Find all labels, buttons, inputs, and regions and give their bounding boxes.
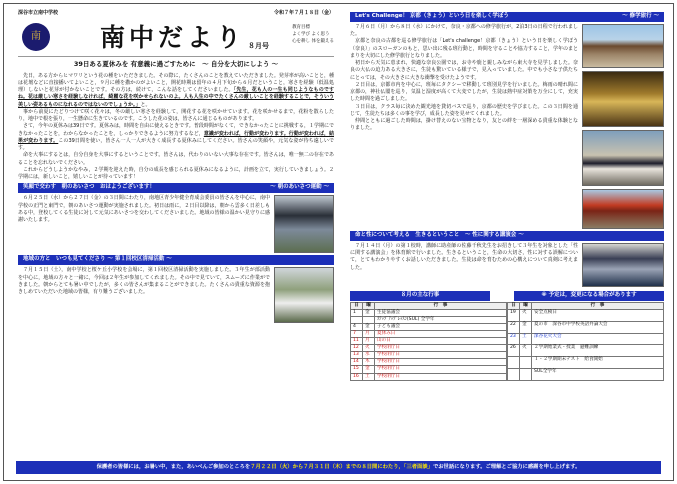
table-row	[351, 324, 507, 331]
cleanup-photo	[274, 267, 334, 323]
schedule-weekday: 土	[520, 333, 532, 345]
paragraph-text: 先日，ある方からヒマワリという花の種をいただきました。その際に，たくさんのことを教えていただきました。発芽率が高いことと，種は花壇などに直接播いてよいこと，９月に種を撒かのがよいこと，開花時期は留年の４月下旬から６月だということ，寒さを経験（低温処理）しないと花芽が付かないことです。その方は，続けて，こんな話をしてくださいました。	[18, 72, 334, 94]
table-row	[508, 333, 664, 345]
schedule-day: 26	[508, 345, 520, 357]
issue-date: 令和７年７月１８日（金）	[273, 10, 334, 16]
schedule-day	[508, 357, 520, 369]
trip-photos	[582, 24, 664, 229]
article-paragraph: 命を大事にするとは，自分自身を大事にするということです。皆さんは，代わりのいない大事な存在です。皆さんは，唯一無二の存在であることを忘れないでください。	[18, 152, 334, 166]
newsletter-page	[3, 3, 674, 481]
school-motto	[292, 25, 334, 45]
table-header: 日	[351, 302, 363, 309]
section-header-greeting	[18, 183, 334, 193]
lecture-photo	[582, 243, 664, 287]
schedule-weekday: 月	[363, 331, 375, 338]
table-header: 行 事	[532, 302, 664, 309]
schedule-event: SUL全学年	[532, 368, 664, 380]
schedule-event: 学校閉庁日	[375, 373, 507, 380]
schedule-weekday: 金	[520, 321, 532, 333]
trip-photo	[582, 189, 664, 229]
schedule-title: ８月の主な行事	[350, 291, 490, 301]
table-row	[351, 309, 507, 316]
emphasis-text: 「先生，花も人の一生も同じようなものですね。花は厳しい寒さを経験しなければ，綺麗な花を咲かせられないのよ。人も人生の中でたくさんの厳しいことを経験することで，そういう美しい姿あるものになれるのではないのでしょうか。」	[18, 87, 334, 108]
trip-section	[350, 24, 664, 229]
schedule-weekday	[520, 357, 532, 369]
article-paragraph: 仲間とともに過ごした時間は，掛け替えのない宝物となり，友との絆を一層深める貴重な体験となりました。	[350, 118, 578, 132]
section-header-trip	[350, 12, 664, 22]
school-emblem-icon: 南	[22, 23, 50, 51]
schedule-event: 学校閉庁日	[375, 345, 507, 352]
schedule-day: 15	[351, 366, 363, 373]
left-column	[18, 10, 334, 323]
schedule-table-left	[350, 302, 507, 381]
trip-photo	[582, 71, 664, 127]
lecture-text: ７月１４日（月）の第１校時，講師に助産師の佐藤千秋先生をお招きして３年生を対象とした「性に関する講演会」を体育館で行いました。生きるということ，生命の大切さ，性に対する誤解について，とてもわかりやすくお話しいただきました。生徒は命を育むための心構えについて真剣に考えました。	[350, 242, 578, 271]
article-paragraph	[18, 73, 334, 109]
table-row	[508, 345, 664, 357]
table-row	[508, 309, 664, 321]
lead-headline: 39日ある夏休みを 有意義に過ごすために ～ 自分を大切にしよう ～	[73, 60, 279, 69]
schedule-event: 夏休み日	[375, 331, 507, 338]
schedule-event: ｽﾃｯﾌﾟｱｯﾌﾟﾚｯｽﾝ(SUL) 全学年	[375, 317, 507, 324]
schedule-note: ※ 予定は，変更になる場合があります	[514, 291, 664, 301]
section-subtitle: ～ 修学旅行 ～	[622, 13, 659, 19]
article-paragraph: 事から前夏にたどりつけて咲く花々は，冬の厳しい寒さを経験して，開花する花を咲かせています。花を咲かせるまで，花粉を散らしたり，地中で根を張り，一生懸命に生きているのです。こうした花の姿は，皆さんに通じるものがあります。	[18, 108, 334, 123]
footer-banner	[16, 461, 661, 474]
header-topline	[18, 10, 334, 17]
paragraph-text: さて，今年の夏休みは39日です。夏休みは，時間を自由に使えるときです。普段時間がなくて，できなかったことに挑戦する，１学期にできなかったことを，わからなかったことを，しっかりできるように努力するなど，	[18, 123, 334, 137]
schedule	[350, 302, 664, 381]
table-row	[351, 317, 507, 324]
article-paragraph	[18, 123, 334, 152]
schedule-day: 4	[351, 324, 363, 331]
schedule-table-right	[507, 302, 664, 381]
schedule-day: 11	[351, 338, 363, 345]
article-paragraph: ３日目は，クラス毎に決めた観光地を貸切バスで巡り，京都の歴史を学びました。この３日間を通じて，生徒たちは多くの事を学び，成長した姿を見せてくれました。	[350, 103, 578, 117]
schedule-weekday: 土	[363, 373, 375, 380]
schedule-day: 16	[351, 373, 363, 380]
greeting-photo	[274, 195, 334, 253]
newsletter-title: 南中だより	[100, 23, 246, 53]
footer-text: 保護者の皆様には，お暑い中，また，あいべんご参加のところを	[96, 463, 251, 470]
table-header: 曜	[363, 302, 375, 309]
section-title: 笑顔で交わす 朝のあいさつ おはようございます！	[23, 184, 156, 191]
schedule-event: １・２学期期末テスト 給食開始	[532, 357, 664, 369]
footer-text: でお世話になります。ご理解とご協力に感謝を申し上げます。	[432, 463, 581, 470]
schedule-event: 学校閉庁日	[375, 359, 507, 366]
schedule-event: 生徒協議会	[375, 309, 507, 316]
paragraph-text: この39日間を使い，皆さん一人一人が大きく成長する夏休みにしてください。皆さんの笑顔や，元気な姿が待ち遠しいです。	[18, 137, 334, 152]
right-column	[350, 10, 664, 381]
schedule-weekday: 金	[363, 324, 375, 331]
cleanup-section	[18, 267, 334, 323]
schedule-weekday	[520, 368, 532, 380]
schedule-weekday: 金	[363, 309, 375, 316]
schedule-day	[508, 368, 520, 380]
section-subtitle: ～ 朝のあいさつ運動 ～	[270, 184, 329, 191]
table-row	[351, 373, 507, 380]
schedule-weekday: 火	[520, 309, 532, 321]
schedule-day: 12	[351, 345, 363, 352]
school-name: 深谷市立南中学校	[18, 10, 59, 16]
cleanup-text: ７月１５日（土），南中学校と桜ケ丘小学校を会場に，第１回校区清掃活動を実施しました。３年生が部活動を中心に，地域の方々と一緒に，今回は２年生が参加してくれました。その中で見ていて，スムーズに作業ができました。朝からとても暑い中でしたが，多くの皆さんが集まることができました。たくさんの貴重な資源を抱きしめていただいた地域の皆様，有り難うございました。	[18, 267, 270, 296]
schedule-event: ２学期始業式・授業 避難訓練	[532, 345, 664, 357]
schedule-day: 19	[508, 309, 520, 321]
masthead	[18, 19, 334, 57]
schedule-weekday: 木	[363, 359, 375, 366]
schedule-weekday: 金	[363, 366, 375, 373]
schedule-event: 深谷花火大会	[532, 333, 664, 345]
schedule-weekday: 火	[363, 345, 375, 352]
schedule-event: 夏の市 深谷市中学校英語弁論大会	[532, 321, 664, 333]
table-row	[351, 345, 507, 352]
greeting-section	[18, 195, 334, 253]
section-title: Let's Challenge！ 京都（きょう）という日を楽しく学ぼう	[355, 13, 509, 19]
table-header: 行 事	[375, 302, 507, 309]
paragraph-text: と。	[140, 101, 151, 108]
motto-line: よく学び よく思う	[292, 32, 330, 37]
article-paragraph: 初日から天気に恵まれ，快適な奈良公園では，お寺や鹿と親しみながら東大寺を見学しました。奈良の大仏の迫力ある大きさに，生徒も驚いている様子で，見入っていました。中でも小さな子供たちにとっては，その大きさに大きな衝撃を受けたようです。	[350, 60, 578, 81]
schedule-day: 7	[351, 331, 363, 338]
table-row	[508, 357, 664, 369]
motto-label: 教育目標	[292, 25, 311, 31]
table-row	[351, 366, 507, 373]
schedule-weekday: 月	[363, 338, 375, 345]
schedule-event: 安全点検日	[532, 309, 664, 321]
lecture-section	[350, 243, 664, 287]
schedule-event: 子ども議会	[375, 324, 507, 331]
schedule-day: 23	[508, 333, 520, 345]
issue-number: ８月号	[248, 42, 269, 51]
trip-photo	[582, 130, 664, 186]
schedule-weekday: 水	[363, 352, 375, 359]
article-paragraph: ７月６日（月）から８日（水）にかけて，奈良・京都への修学旅行が，2泊3日の日程で行われました。	[350, 23, 578, 38]
schedule-event: 山の日	[375, 338, 507, 345]
table-header: 曜	[520, 302, 532, 309]
table-row	[351, 352, 507, 359]
schedule-header	[350, 291, 664, 301]
schedule-day: 22	[508, 321, 520, 333]
trip-photo	[582, 24, 664, 68]
table-row	[508, 321, 664, 333]
table-row	[351, 338, 507, 345]
section-title: 命と性について考える 生きるということ ～ 性に関する講演会 ～	[355, 231, 524, 238]
schedule-event: 学校閉庁日	[375, 352, 507, 359]
schedule-weekday: 火	[520, 345, 532, 357]
schedule-day: 1	[351, 309, 363, 316]
emphasis-text: 意識が変われば，行動が変わります。行動が変われば，結果が変わります。	[18, 130, 334, 144]
section-header-lecture	[350, 231, 664, 241]
schedule-day: 14	[351, 359, 363, 366]
section-header-cleanup	[18, 255, 334, 265]
schedule-day: 13	[351, 352, 363, 359]
schedule-weekday	[363, 317, 375, 324]
table-header: 日	[508, 302, 520, 309]
section-title: 地域の方と いつも見てくださり 〜 第１回校区清掃活動 〜	[23, 256, 172, 263]
article-paragraph: ２日目は，京都市内を中心に，班毎にタクシーで移動して班別見学を行いました。梅雨の晴れ間に京都の，神社仏閣を巡り，気温と湿度が高くて大変でしたが，生徒は熱中症対策を万全にして，充実した時間を過ごしました。	[350, 81, 578, 103]
motto-line: 心を耕し 体を鍛える	[292, 38, 334, 44]
article-paragraph: これからどうしようかなやみ，２学期を迎えた時，自分の成長を感じられる夏休みになるように，計画を立て，実行していきましょう。２学期には，新しいこと，嬉しいことが待っています！	[18, 166, 334, 181]
article-paragraph: 京都と奈良の古都を巡る修学旅行は「Let's challenge！京都（きょう）という日を楽しく学ぼう（奈良）」のスローガンのもと，思い出に残る班行動と，時間を守ることや協力すること，学年のまとまりを大切にした修学旅行となりました。	[350, 38, 578, 59]
schedule-day	[351, 317, 363, 324]
footer-emphasis: ７月２２日（火）から７月３１日（木）までの８日間にわたり，「三者面談」	[250, 463, 433, 470]
table-row	[351, 359, 507, 366]
table-row	[351, 331, 507, 338]
table-row	[508, 368, 664, 380]
greeting-text: ６月２５日（水）から２７日（金）の３日間にわたり，南地区青少年健全育成会委員の皆さんを中心に，南中学校の正門と東門で，朝のあいさつ運動が実施されました。初日は雨に，２日目以降は，朝から雲多く日差しもある中，登校してくる生徒に対して元気にあいさつを交わしてくださいました。地域の皆様の温かい見守りに感謝いたします。	[18, 195, 270, 224]
trip-text	[350, 24, 578, 229]
schedule-event: 学校閉庁日	[375, 366, 507, 373]
